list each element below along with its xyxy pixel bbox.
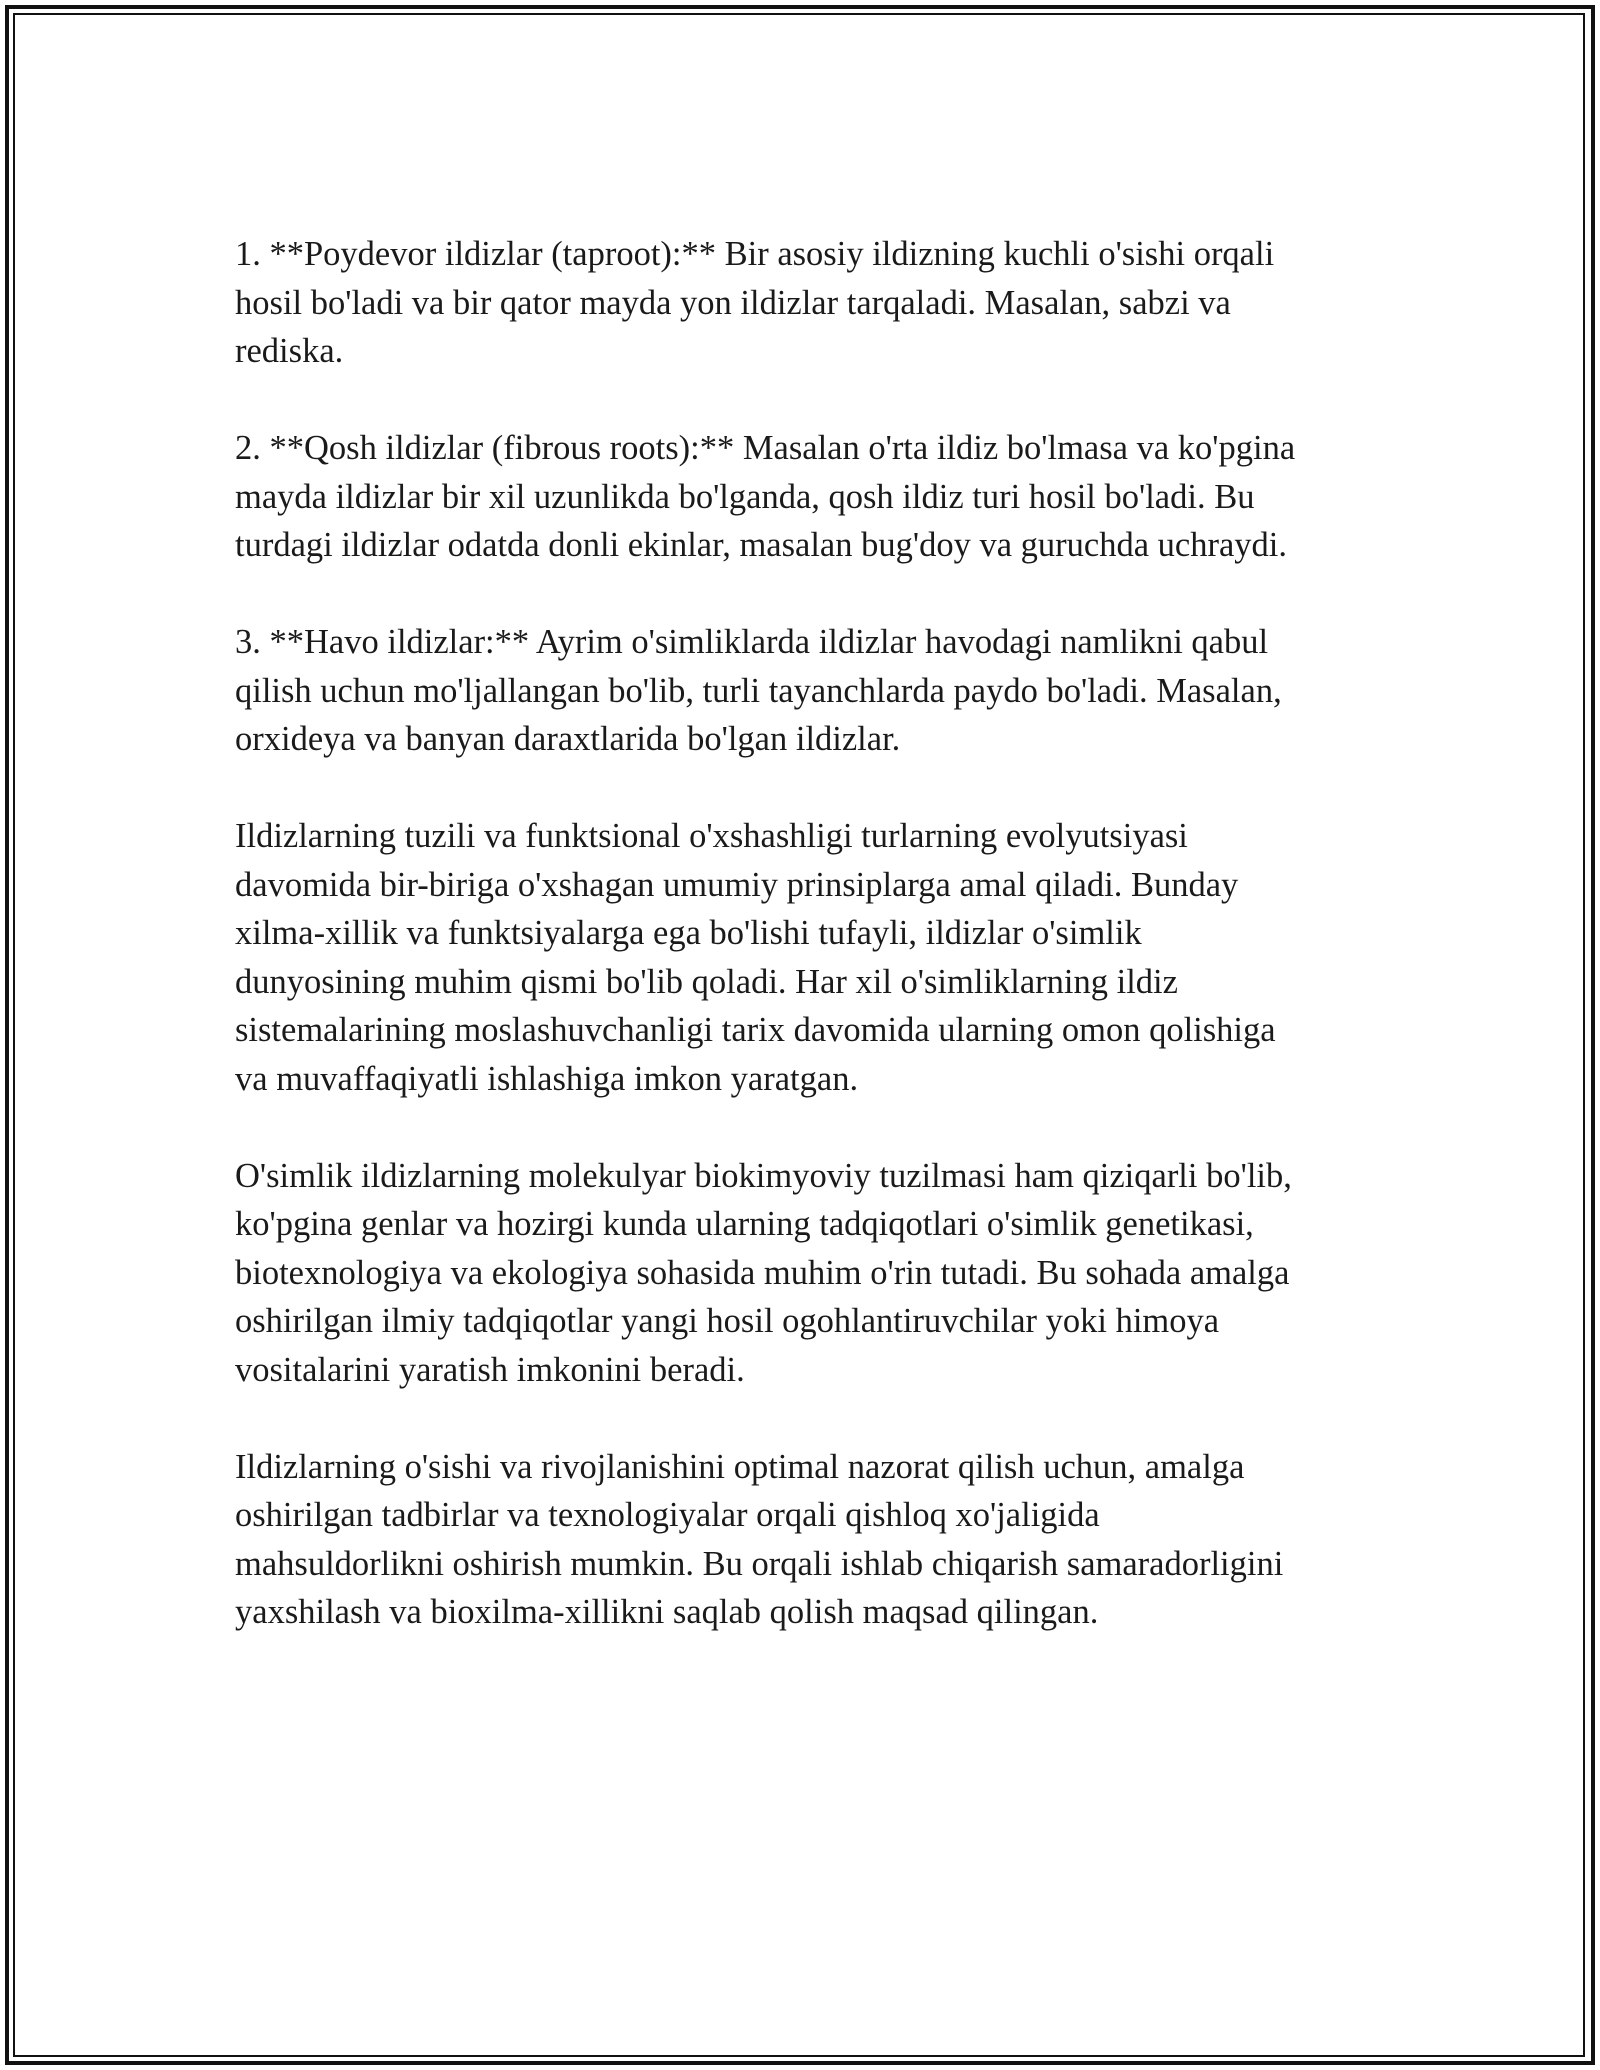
paragraph-taproot: 1. **Poydevor ildizlar (taproot):** Bir asosiy ildizning kuchli o'sishi orqali hosil bo'ladi va bir qator mayda yon ildizlar tarqaladi. Masalan, sabzi va rediska. — [235, 235, 1275, 370]
paragraph-root-biochemistry: O'simlik ildizlarning molekulyar biokimyoviy tuzilmasi ham qiziqarli bo'lib, ko'pgina genlar va hozirgi kunda ularning tadqiqotlari o'simlik genetikasi, biotexnologiya va ekologiya sohasida muhim o'rin tutadi. Bu sohada amalga oshirilgan ilmiy tadqiqotlar yangi hosil ogohlantiruvchilar yoki himoya vositalarini yaratish imkonini beradi. — [235, 1156, 1292, 1389]
paragraph-fibrous-roots: 2. **Qosh ildizlar (fibrous roots):** Masalan o'rta ildiz bo'lmasa va ko'pgina mayda ildizlar bir xil uzunlikda bo'lganda, qosh ildiz turi hosil bo'ladi. Bu turdagi ildizlar odatda donli ekinlar, masalan bug'doy va guruchda uchraydi. — [235, 429, 1296, 564]
paragraph-root-agriculture: Ildizlarning o'sishi va rivojlanishini optimal nazorat qilish uchun, amalga oshirilgan tadbirlar va texnologiyalar orqali qishloq xo'jaligida mahsuldorlikni oshirish mumkin. Bu orqali ishlab chiqarish samaradorligini yaxshilash va bioxilma-xillikni saqlab qolish maqsad qilingan. — [235, 1447, 1284, 1631]
paragraph-root-evolution: Ildizlarning tuzili va funktsional o'xshashligi turlarning evolyutsiyasi davomida bir-biriga o'xshagan umumiy prinsiplarga amal qiladi. Bunday xilma-xillik va funktsiyalarga ega bo'lishi tufayli, ildizlar o'simlik dunyosining muhim qismi bo'lib qoladi. Har xil o'simliklarning ildiz sistemalarining moslashuvchanligi tarix davomida ularning omon qolishiga va muvaffaqiyatli ishlashiga imkon yaratgan. — [235, 817, 1276, 1098]
document-body — [235, 230, 1395, 1637]
paragraph-aerial-roots: 3. **Havo ildizlar:** Ayrim o'simliklarda ildizlar havodagi namlikni qabul qilish uchun mo'ljallangan bo'lib, turli tayanchlarda paydo bo'ladi. Masalan, orxideya va banyan daraxtlarida bo'lgan ildizlar. — [235, 623, 1282, 758]
